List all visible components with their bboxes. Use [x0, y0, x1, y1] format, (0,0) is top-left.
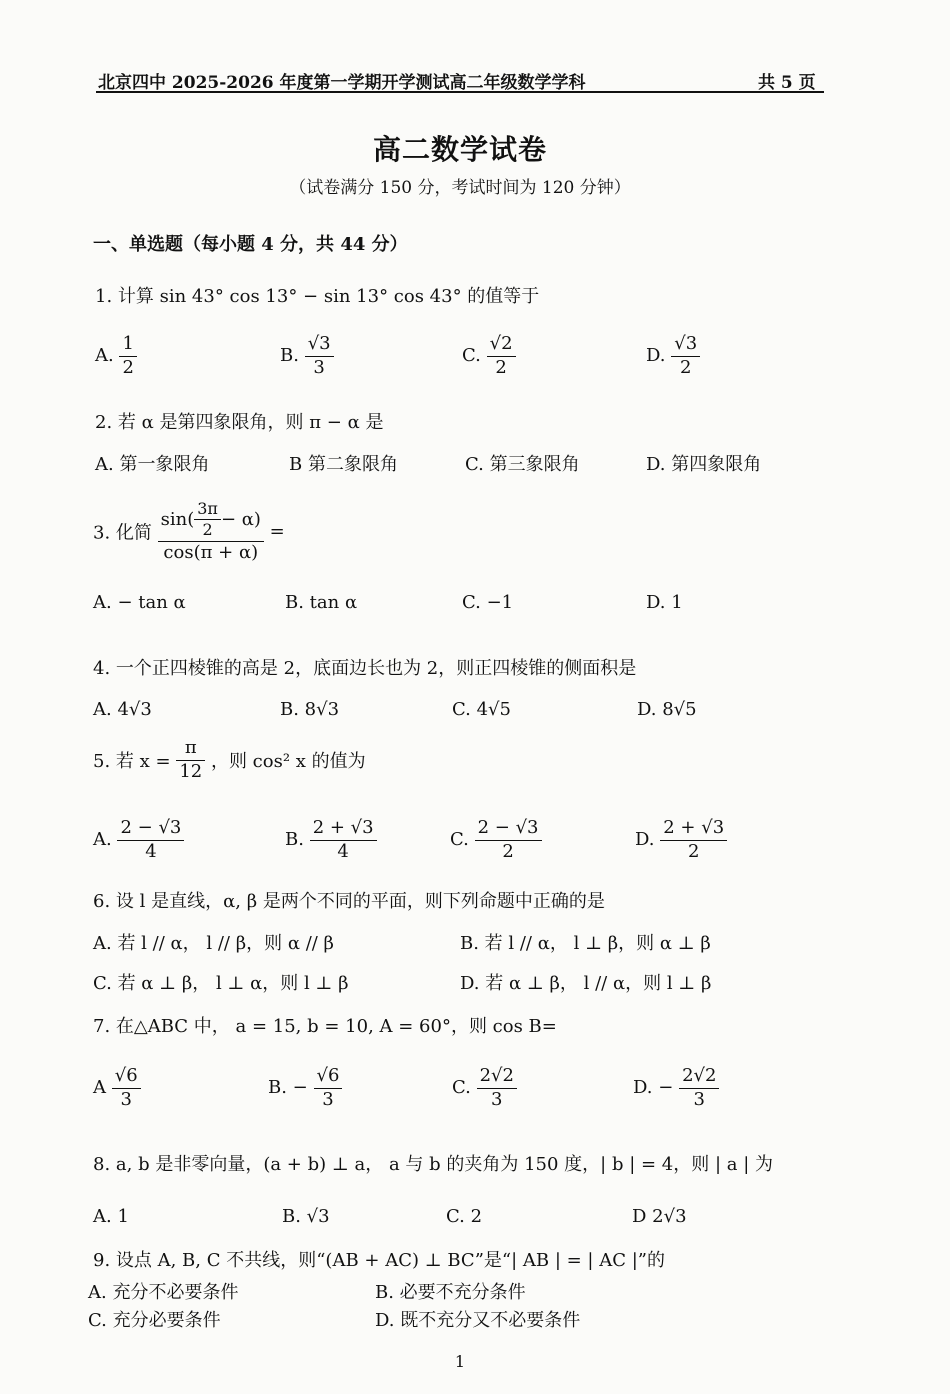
q5-option-c [450, 818, 542, 862]
q8-option-a: A. 1 [93, 1206, 129, 1227]
q5-c-fraction [475, 818, 542, 862]
q5-stem [93, 738, 366, 782]
q7-option-d [633, 1066, 719, 1110]
q7-a-fraction [112, 1066, 141, 1110]
q1-option-a [95, 334, 137, 378]
q5-prefix: 5. 若 x = [93, 751, 171, 773]
q6-option-a: A. 若 l // α， l // β，则 α // β [93, 933, 334, 954]
q1-b-den: 3 [313, 356, 325, 378]
page-number: 1 [454, 1352, 466, 1371]
q8-option-d: D 2√3 [632, 1206, 687, 1227]
q1-b-fraction [305, 334, 334, 378]
q5-option-a [93, 818, 184, 862]
q7-c-fraction [477, 1066, 517, 1110]
q5-d-fraction [660, 818, 727, 862]
q8-option-c: C. 2 [446, 1206, 483, 1227]
q5-b-num: 2 + √3 [310, 818, 377, 841]
q4-option-d: D. 8√5 [637, 699, 697, 720]
q5-b-label: B. [285, 829, 304, 851]
q9-option-d: D. 既不充分又不必要条件 [375, 1310, 581, 1331]
q1-a-den: 2 [122, 356, 134, 378]
q6-option-b: B. 若 l // α， l ⊥ β，则 α ⊥ β [460, 933, 711, 954]
q7-option-b [268, 1066, 342, 1110]
q5-a-den: 4 [145, 840, 157, 862]
q6-option-d: D. 若 α ⊥ β， l // α，则 l ⊥ β [460, 973, 712, 994]
q5-d-label: D. [635, 829, 655, 851]
q7-c-num: 2√2 [477, 1066, 517, 1089]
q7-c-den: 3 [491, 1088, 503, 1110]
q1-option-b [280, 334, 334, 378]
q1-d-den: 2 [679, 356, 692, 378]
q2-stem: 2. 若 α 是第四象限角，则 π − α 是 [95, 412, 384, 433]
q3-num-sin: sin( [160, 508, 195, 530]
q2-option-d: D. 第四象限角 [646, 454, 762, 475]
q5-b-den: 4 [337, 840, 349, 862]
page-title: 高二数学试卷 [372, 133, 547, 166]
q3-option-d: D. 1 [646, 592, 683, 613]
q3-prefix: 3. 化简 [93, 522, 152, 544]
q5-suffix: ，则 cos² x 的值为 [210, 751, 366, 773]
q7-a-label: A [93, 1077, 106, 1099]
q7-option-a [93, 1066, 141, 1110]
q3-inner-num: 3π [194, 500, 221, 520]
q7-a-num: √6 [112, 1066, 141, 1089]
q3-option-c: C. −1 [462, 592, 514, 613]
q7-b-fraction [314, 1066, 343, 1110]
q5-c-den: 2 [502, 840, 514, 862]
q5-c-label: C. [450, 829, 469, 851]
q6-option-c: C. 若 α ⊥ β， l ⊥ α，则 l ⊥ β [93, 973, 349, 994]
q3-option-a: A. − tan α [93, 592, 186, 613]
q5-option-d [635, 818, 727, 862]
q7-d-label: D. − [633, 1077, 674, 1099]
q5-c-num: 2 − √3 [475, 818, 542, 841]
q3-numerator [158, 500, 264, 542]
q9-option-b: B. 必要不充分条件 [375, 1282, 526, 1303]
q1-stem: 1. 计算 sin 43° cos 13° − sin 13° cos 43° 的值等于 [95, 286, 540, 307]
q1-c-fraction [487, 334, 516, 378]
section-heading: 一、单选题（每小题 4 分，共 44 分） [93, 234, 408, 255]
q7-b-num: √6 [314, 1066, 343, 1089]
q7-stem: 7. 在△ABC 中， a = 15, b = 10, A = 60°，则 cos B= [93, 1016, 557, 1037]
q7-d-den: 3 [693, 1088, 705, 1110]
q9-option-a: A. 充分不必要条件 [88, 1282, 239, 1303]
q1-c-label: C. [462, 345, 481, 367]
q5-b-fraction [310, 818, 377, 862]
q7-option-c [452, 1066, 517, 1110]
q7-a-den: 3 [120, 1088, 132, 1110]
q2-option-b: B 第二象限角 [289, 454, 398, 475]
q2-option-a: A. 第一象限角 [95, 454, 210, 475]
q1-option-d [646, 334, 700, 378]
q1-option-c [462, 334, 516, 378]
q9-stem: 9. 设点 A, B, C 不共线，则“(AB + AC) ⊥ BC”是“| AB | = | AC |”的 [93, 1250, 665, 1271]
q4-stem: 4. 一个正四棱锥的高是 2，底面边长也为 2，则正四棱锥的侧面积是 [93, 658, 637, 679]
q3-inner-den: 2 [202, 520, 213, 540]
q1-d-fraction [671, 334, 700, 378]
q5-d-den: 2 [687, 840, 700, 862]
q1-d-label: D. [646, 345, 666, 367]
q5-fraction [176, 738, 205, 782]
q5-num: π [176, 738, 205, 761]
q5-option-b [285, 818, 377, 862]
q5-a-num: 2 − √3 [117, 818, 184, 841]
q1-b-label: B. [280, 345, 299, 367]
q6-stem: 6. 设 l 是直线，α, β 是两个不同的平面，则下列命题中正确的是 [93, 891, 605, 912]
q5-a-fraction [117, 818, 184, 862]
q8-stem: 8. a, b 是非零向量，(a + b) ⊥ a， a 与 b 的夹角为 150 度，| b | = 4，则 | a | 为 [93, 1154, 773, 1175]
q7-d-fraction [679, 1066, 719, 1110]
q3-fraction [158, 500, 264, 563]
q9-option-c: C. 充分必要条件 [88, 1310, 221, 1331]
q4-option-c: C. 4√5 [452, 699, 511, 720]
q5-d-num: 2 + √3 [660, 818, 727, 841]
q7-b-den: 3 [322, 1088, 334, 1110]
q3-inner-fraction [194, 500, 221, 540]
q2-option-c: C. 第三象限角 [465, 454, 580, 475]
q1-d-num: √3 [671, 334, 700, 357]
q5-den: 12 [179, 760, 203, 782]
q4-option-b: B. 8√3 [280, 699, 340, 720]
q1-a-num: 1 [119, 334, 136, 357]
header-rule [96, 91, 824, 93]
header-page-count: 共 5 页 [758, 73, 816, 93]
q3-num-tail: − α) [220, 508, 261, 530]
q8-option-b: B. √3 [282, 1206, 330, 1227]
q1-a-fraction [119, 334, 136, 378]
q5-a-label: A. [93, 829, 112, 851]
q1-c-num: √2 [487, 334, 516, 357]
q4-option-a: A. 4√3 [93, 699, 152, 720]
header-title: 北京四中 2025-2026 年度第一学期开学测试高二年级数学学科 [98, 73, 586, 93]
q1-a-label: A. [95, 345, 114, 367]
q3-option-b: B. tan α [285, 592, 358, 613]
q7-b-label: B. − [268, 1077, 308, 1099]
q1-c-den: 2 [495, 356, 507, 378]
q7-d-num: 2√2 [679, 1066, 719, 1089]
q7-c-label: C. [452, 1077, 471, 1099]
q3-denominator: cos(π + α) [163, 541, 259, 563]
q1-b-num: √3 [305, 334, 334, 357]
page-subtitle: （试卷满分 150 分，考试时间为 120 分钟） [289, 178, 631, 198]
q3-expression [93, 500, 285, 563]
q3-equals: = [269, 521, 285, 543]
